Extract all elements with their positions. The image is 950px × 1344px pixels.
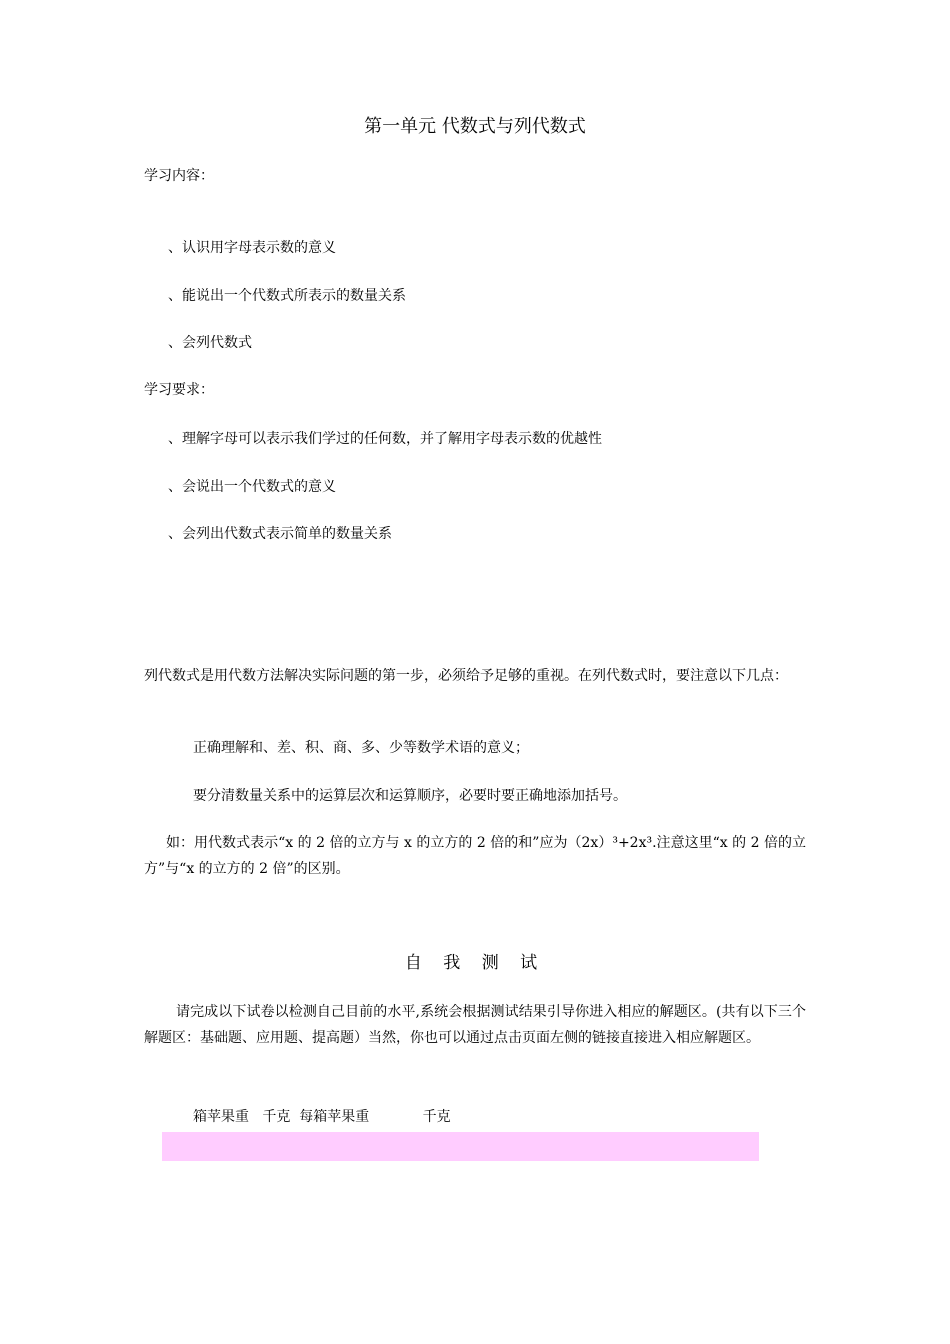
content-heading: 学习内容： [144, 168, 214, 184]
content-item-2: 、能说出一个代数式所表示的数量关系 [168, 288, 406, 304]
content-item-3: 、会列代数式 [168, 335, 252, 351]
intro-paragraph: 列代数式是用代数方法解决实际问题的第一步，必须给予足够的重视。在列代数式时，要注意以下几点： [144, 668, 788, 684]
self-test-paragraph: 请完成以下试卷以检测自己目前的水平,系统会根据测试结果引导你进入相应的解题区。(共有以下三个解题区：基础题、应用题、提高题）当然，你也可以通过点击页面左侧的链接直接进入相应解题区。 [144, 1004, 806, 1046]
example-paragraph: 如：用代数式表示“x 的 2 倍的立方与 x 的立方的 2 倍的和”应为（2x）³+2x³.注意这里“x 的 2 倍的立方”与“x 的立方的 2 倍”的区别。 [144, 835, 806, 877]
requirements-heading: 学习要求： [144, 382, 214, 398]
content-item-1: 、认识用字母表示数的意义 [168, 240, 336, 256]
point-2: 要分清数量关系中的运算层次和运算顺序，必要时要正确地添加括号。 [193, 788, 627, 804]
requirement-item-1: 、理解字母可以表示我们学过的任何数，并了解用字母表示数的优越性 [168, 431, 602, 447]
answer-highlight-bar [162, 1132, 759, 1161]
page-title: 第一单元 代数式与列代数式 [364, 116, 586, 137]
point-1: 正确理解和、差、积、商、多、少等数学术语的意义； [193, 740, 529, 756]
requirement-item-3: 、会列出代数式表示简单的数量关系 [168, 526, 392, 542]
requirement-item-2: 、会说出一个代数式的意义 [168, 479, 336, 495]
question-line: 箱苹果重 千克 每箱苹果重 千克 [193, 1109, 451, 1125]
self-test-title: 自 我 测 试 [404, 953, 546, 973]
